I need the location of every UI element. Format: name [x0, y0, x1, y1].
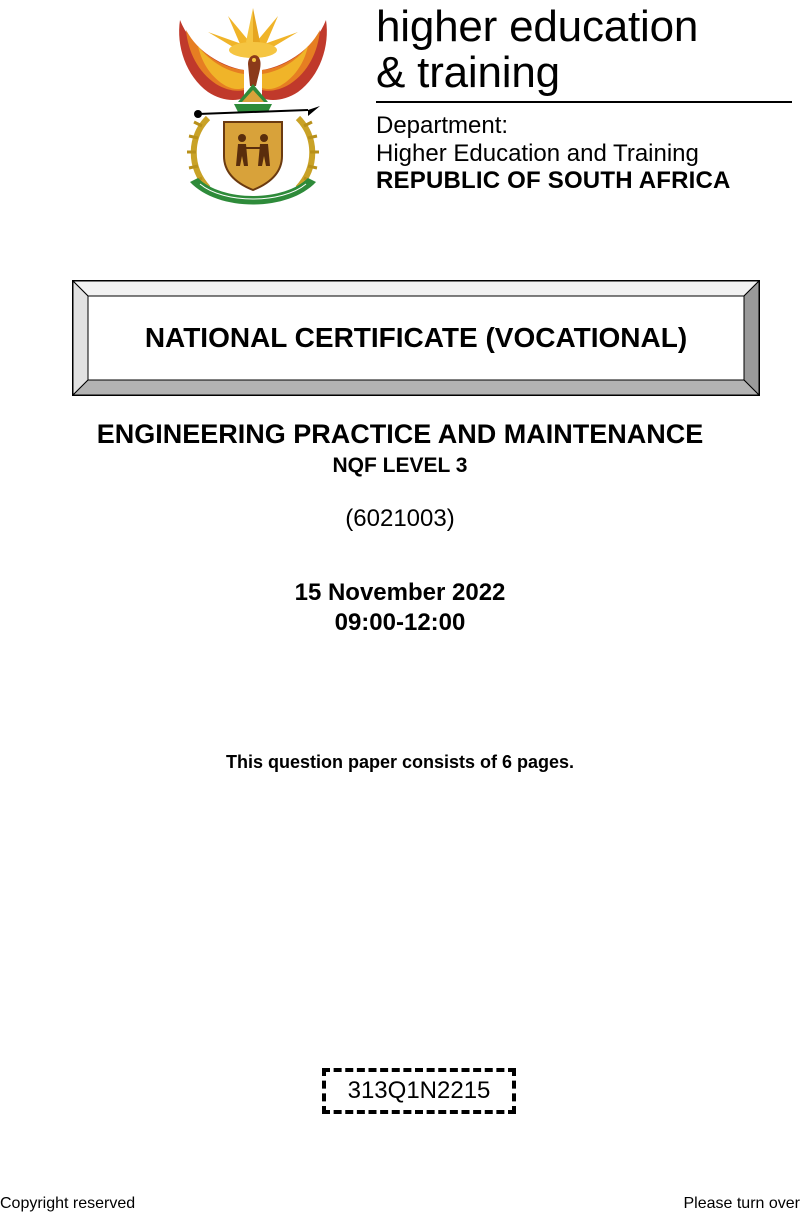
department-label: Department:: [376, 112, 509, 139]
paper-code: 313Q1N2215: [347, 1077, 491, 1104]
brand-line-1: higher education: [376, 2, 699, 51]
nqf-level: NQF LEVEL 3: [332, 454, 468, 477]
page-count-note: This question paper consists of 6 pages.: [225, 752, 575, 772]
department-name: Higher Education and Training: [376, 140, 699, 167]
brand-line-2: & training: [376, 48, 560, 97]
exam-time: 09:00-12:00: [334, 609, 466, 636]
exam-date: 15 November 2022: [294, 579, 506, 606]
coat-of-arms-logo: [168, 6, 338, 212]
paper-code-box: [322, 1068, 516, 1114]
header-rule: [376, 101, 792, 103]
subject-code: (6021003): [345, 505, 455, 532]
footer-turn-over: Please turn over: [683, 1195, 800, 1212]
certificate-title: NATIONAL CERTIFICATE (VOCATIONAL): [144, 322, 688, 353]
subject-title: ENGINEERING PRACTICE AND MAINTENANCE: [96, 419, 704, 449]
shield-icon: [224, 122, 282, 190]
country-name: REPUBLIC OF SOUTH AFRICA: [376, 167, 731, 194]
sun-icon: [208, 8, 298, 58]
footer-copyright: Copyright reserved: [0, 1195, 136, 1212]
